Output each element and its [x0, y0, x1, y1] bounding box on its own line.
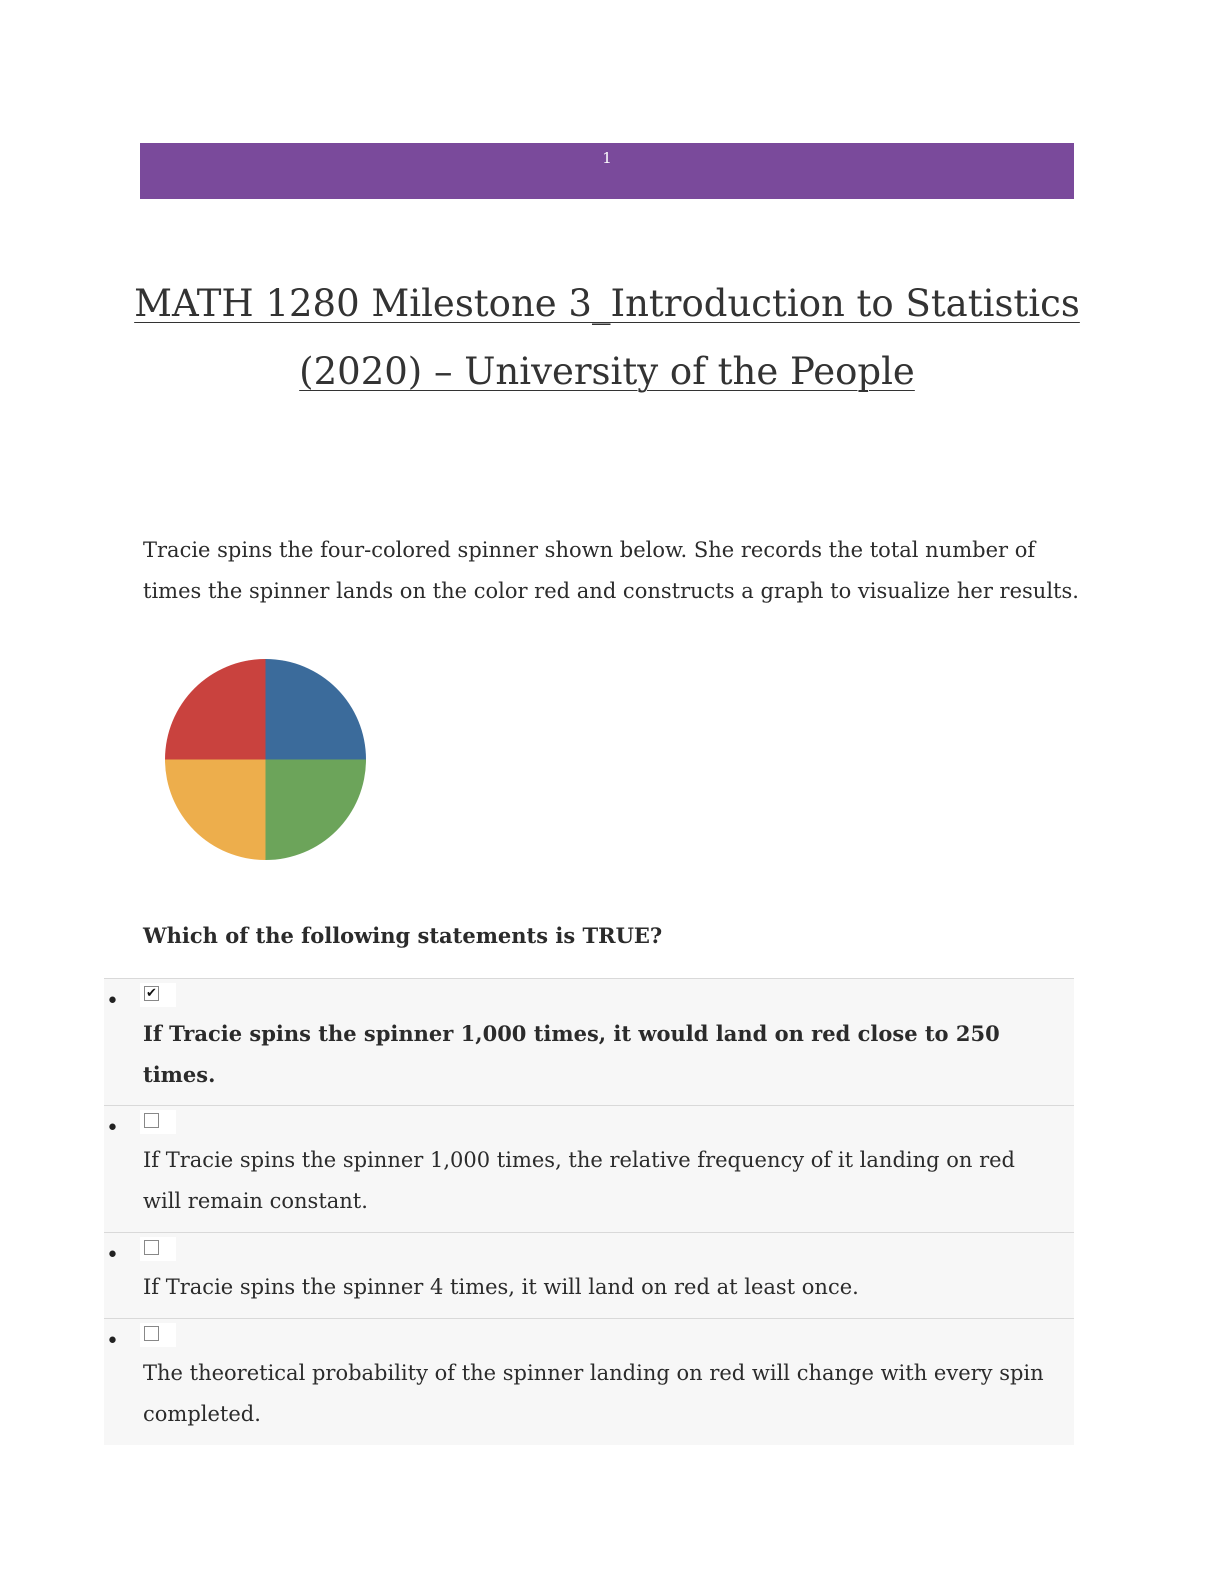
spinner-image — [165, 659, 366, 860]
checkbox-container — [140, 1110, 176, 1134]
checkbox-container — [140, 1323, 176, 1347]
bullet-icon: • — [106, 1329, 119, 1354]
spinner-yellow-quadrant — [165, 760, 266, 861]
bullet-icon: • — [106, 1116, 119, 1141]
intro-paragraph: Tracie spins the four-colored spinner shown below. She records the total number of times the spinner lands on the color red and constructs a graph to visualize her results. — [143, 538, 1079, 603]
answer-option-1[interactable] — [104, 978, 1074, 1105]
answer-option-4[interactable] — [104, 1318, 1074, 1445]
answer-options — [104, 978, 1074, 1445]
spinner-blue-quadrant — [266, 659, 367, 760]
spinner-red-quadrant — [165, 659, 266, 760]
bullet-icon: • — [106, 1243, 119, 1268]
title-line-1: MATH 1280 Milestone 3_Introduction to Statistics — [134, 282, 1080, 325]
title-line-2: (2020) – University of the People — [299, 350, 915, 393]
answer-text-2: If Tracie spins the spinner 1,000 times, the relative frequency of it landing on red will remain constant. — [143, 1148, 1016, 1213]
answer-option-2[interactable] — [104, 1105, 1074, 1232]
page-title — [120, 270, 1094, 406]
answer-checkbox-1[interactable]: ✔ — [144, 986, 159, 1001]
answer-checkbox-4[interactable] — [144, 1326, 159, 1341]
answer-text-3: If Tracie spins the spinner 4 times, it will land on red at least once. — [143, 1275, 859, 1299]
question-text: Which of the following statements is TRUE? — [143, 923, 663, 948]
answer-text-1: If Tracie spins the spinner 1,000 times, it would land on red close to 250 times. — [143, 1021, 1000, 1087]
checkbox-container — [140, 983, 176, 1007]
page-header-bar — [140, 143, 1074, 199]
page-number: 1 — [602, 149, 612, 167]
answer-text-4: The theoretical probability of the spinner landing on red will change with every spin completed. — [143, 1361, 1044, 1426]
answer-checkbox-2[interactable] — [144, 1113, 159, 1128]
bullet-icon: • — [106, 989, 119, 1014]
spinner-green-quadrant — [266, 760, 367, 861]
checkbox-container — [140, 1237, 176, 1261]
answer-checkbox-3[interactable] — [144, 1240, 159, 1255]
answer-option-3[interactable] — [104, 1232, 1074, 1318]
